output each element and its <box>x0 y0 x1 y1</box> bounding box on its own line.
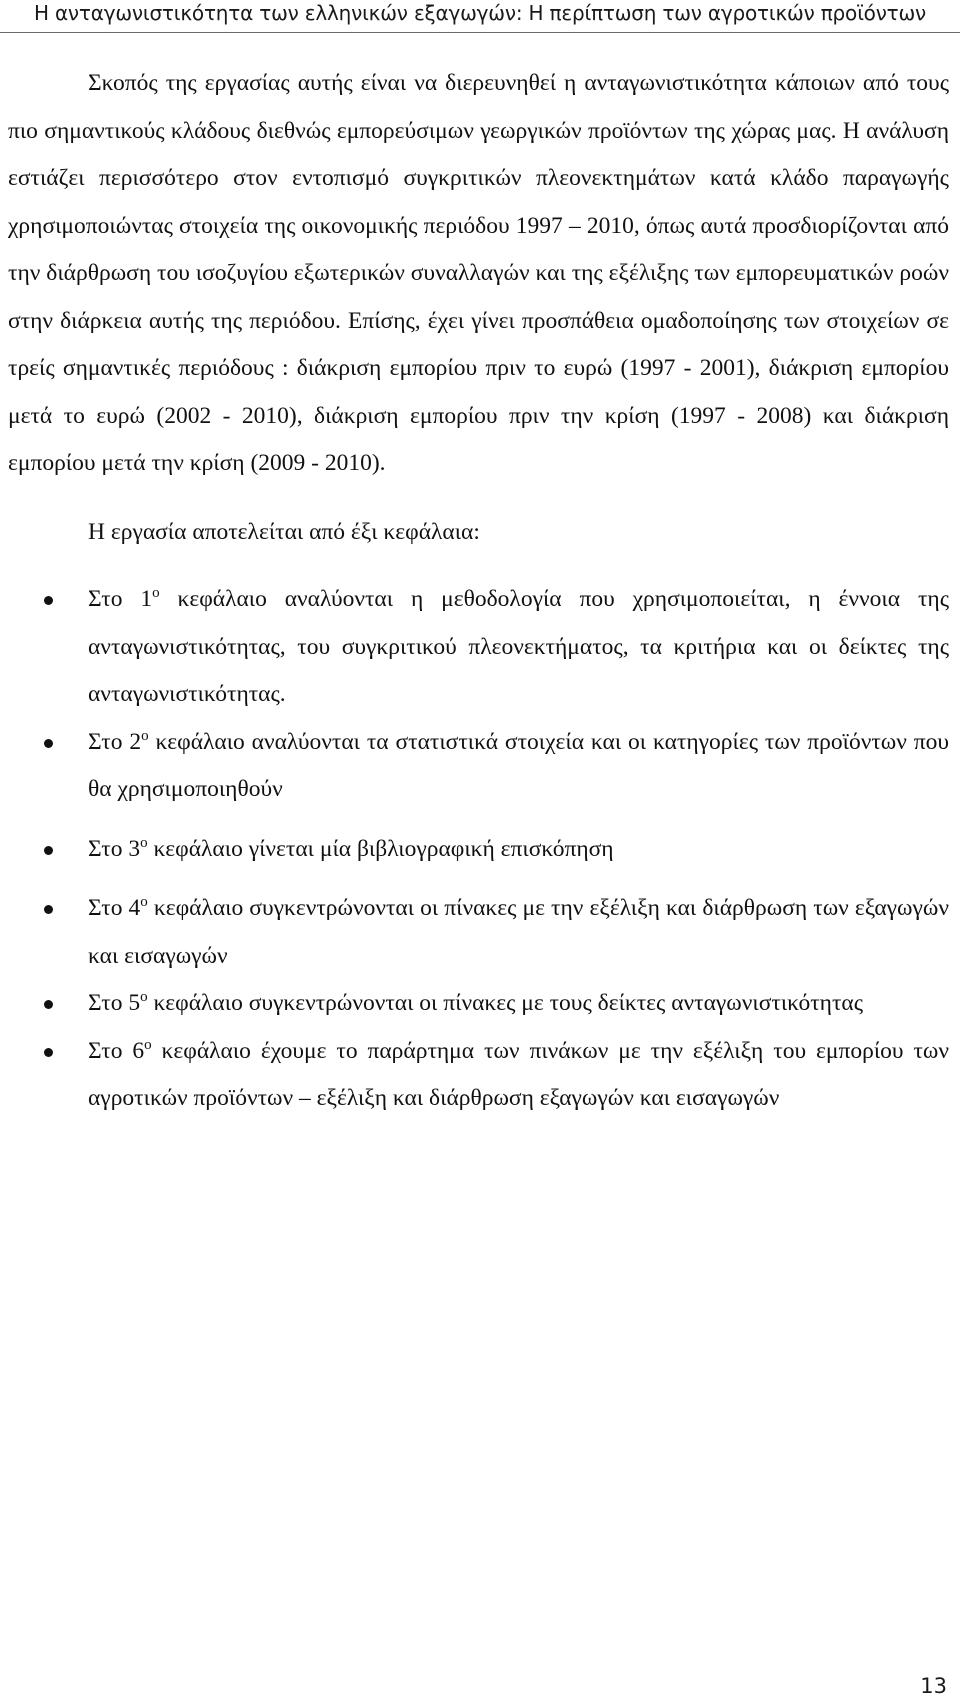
chapter-prefix: Στο 2 <box>88 728 142 755</box>
chapter-text: κεφάλαιο συγκεντρώνονται οι πίνακες με τους δείκτες ανταγωνιστικότητας <box>147 990 864 1016</box>
bullet-icon <box>44 1000 53 1009</box>
chapter-list <box>8 576 949 1123</box>
chapter-text: κεφάλαιο αναλύονται τα στατιστικά στοιχεία και οι κατηγορίες των προϊόντων που θα χρησιμοποιηθούν <box>88 728 949 802</box>
chapter-ordinal: ο <box>140 894 148 911</box>
chapter-prefix: Στο 3 <box>88 835 141 862</box>
chapter-prefix: Στο 5 <box>88 990 141 1016</box>
chapter-ordinal: ο <box>140 834 148 851</box>
bullet-icon <box>44 1048 53 1057</box>
chapter-text: κεφάλαιο γίνεται μία βιβλιογραφική επισκόπηση <box>147 835 614 862</box>
chapter-text: κεφάλαιο συγκεντρώνονται οι πίνακες με την εξέλιξη και διάρθρωση των εξαγωγών και εισαγωγών <box>88 895 949 969</box>
chapter-ordinal: ο <box>141 727 149 744</box>
chapter-prefix: Στο 6 <box>88 1037 145 1064</box>
body-paragraph: Σκοπός της εργασίας αυτής είναι να διερευνηθεί η ανταγωνιστικότητα κάποιων από τους πιο σημαντικούς κλάδους διεθνώς εμπορεύσιμων γεωργικών προϊόντων της χώρας μας. Η ανάλυση εστιάζει περισσότερο στον εντοπισμό συγκριτικών πλεονεκτημάτων κατά κλάδο παραγωγής χρησιμοποιώντας στοιχεία της οικονομικής περιόδου 1997 – 2010, όπως αυτά προσδιορίζονται από την διάρθρωση του ισοζυγίου εξωτερικών συναλλαγών και της εξέλιξης των εμπορευματικών ροών στην διάρκεια αυτής της περιόδου. Επίσης, έχει γίνει προσπάθεια ομαδοποίησης των στοιχείων σε τρείς σημαντικές περιόδους : διάκριση εμπορίου πριν το ευρώ (1997 - 2001), διάκριση εμπορίου μετά το ευρώ (2002 - 2010), διάκριση εμπορίου πριν την κρίση (1997 - 2008) και διάκριση εμπορίου μετά την κρίση (2009 - 2010). <box>8 70 949 476</box>
chapter-item-3 <box>8 826 949 874</box>
chapter-item-6 <box>8 1028 949 1123</box>
bullet-icon <box>44 596 53 605</box>
chapter-text: κεφάλαιο έχουμε το παράρτημα των πινάκων με την εξέλιξη του εμπορίου των αγροτικών προϊόντων – εξέλιξη και διάρθρωση εξαγωγών και εισαγωγών <box>88 1037 949 1111</box>
document-body <box>8 60 949 1123</box>
bullet-icon <box>44 846 53 855</box>
bullet-icon <box>44 739 53 748</box>
chapter-ordinal: ο <box>152 585 160 602</box>
page-number: 13 <box>920 1674 947 1698</box>
bullet-icon <box>44 905 53 914</box>
chapter-item-5 <box>8 980 949 1028</box>
chapter-item-2 <box>8 719 949 814</box>
chapter-prefix: Στο 1 <box>88 586 153 612</box>
chapter-prefix: Στο 4 <box>88 895 141 921</box>
chapter-item-4 <box>8 885 949 980</box>
chapter-ordinal: ο <box>140 989 148 1006</box>
chapters-intro: Η εργασία αποτελείται από έξι κεφάλαια: <box>88 518 480 545</box>
running-header: Η ανταγωνιστικότητα των ελληνικών εξαγωγών: Η περίπτωση των αγροτικών προϊόντων <box>0 0 960 33</box>
chapter-item-1 <box>8 576 949 719</box>
chapter-ordinal: ο <box>144 1036 152 1053</box>
chapter-text: κεφάλαιο αναλύονται η μεθοδολογία που χρησιμοποιείται, η έννοια της ανταγωνιστικότητας, του συγκριτικού πλεονεκτήματος, τα κριτήρια και οι δείκτες της ανταγωνιστικότητας. <box>88 586 949 707</box>
